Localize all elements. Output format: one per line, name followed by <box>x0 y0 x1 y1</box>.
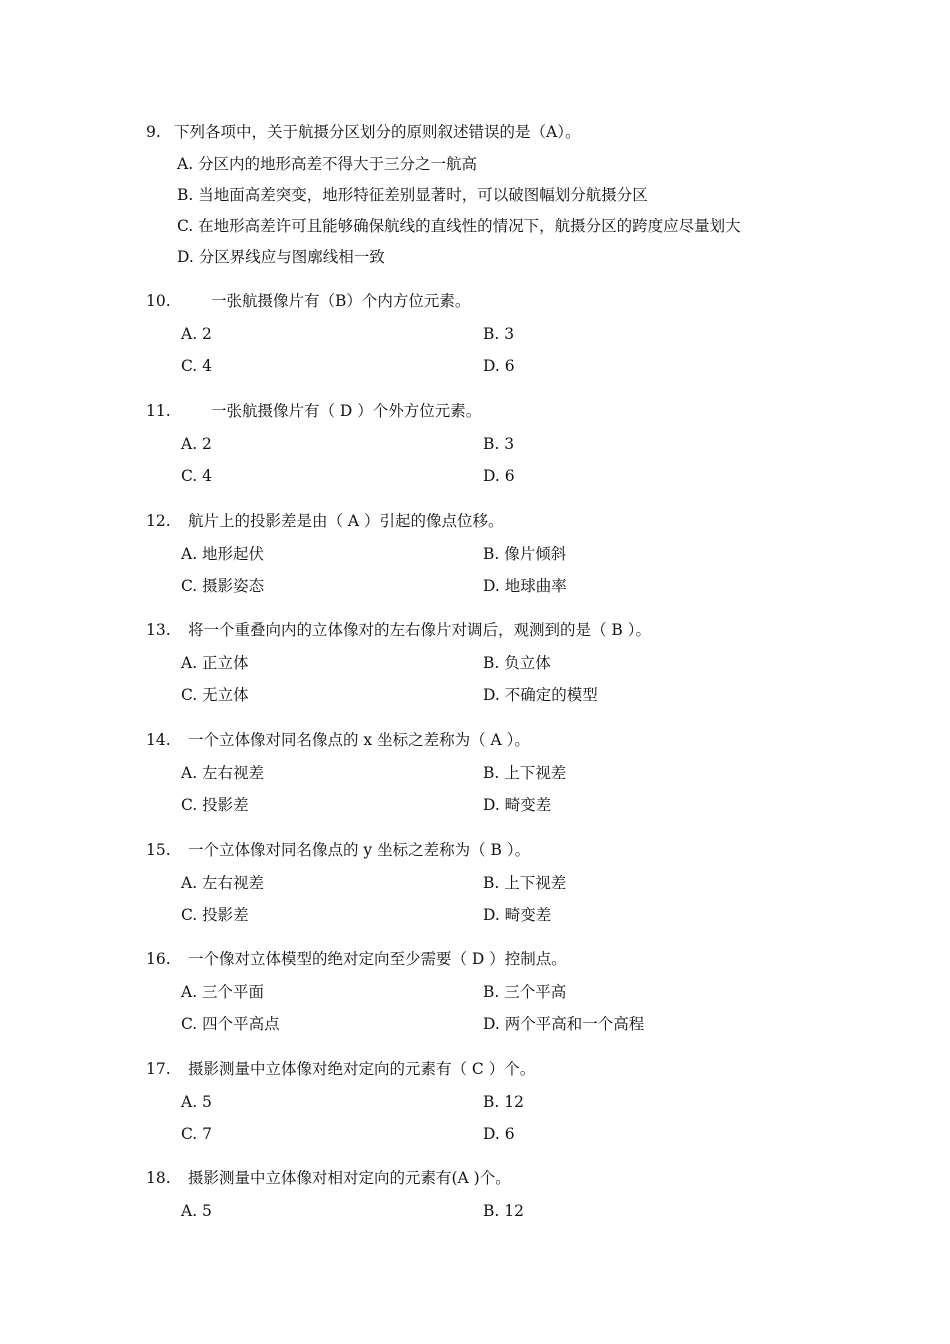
question-number: 13. <box>146 621 171 639</box>
option-b: B. 12 <box>483 1202 524 1220</box>
option-b: B. 3 <box>483 325 515 343</box>
question-number: 18. <box>146 1169 171 1187</box>
option-c: C. 摄影姿态 <box>181 577 265 595</box>
option-a: A. 5 <box>181 1202 212 1220</box>
question-text: 摄影测量中立体像对绝对定向的元素有（ C ）个。 <box>188 1060 536 1078</box>
question-number: 17. <box>146 1060 171 1078</box>
option-c: C. 四个平高点 <box>181 1015 280 1033</box>
option-c: C. 在地形高差许可且能够确保航线的直线性的情况下，航摄分区的跨度应尽量划大 <box>177 217 741 235</box>
option-a: A. 左右视差 <box>181 764 265 782</box>
question-number: 14. <box>146 731 171 749</box>
option-d: D. 6 <box>483 1125 515 1143</box>
option-d: D. 畸变差 <box>483 906 552 924</box>
option-b: B. 负立体 <box>483 654 551 672</box>
option-d: D. 不确定的模型 <box>483 686 598 704</box>
option-d: D. 分区界线应与图廓线相一致 <box>177 248 385 266</box>
question-stem <box>146 1059 535 1079</box>
option-a: A. 正立体 <box>181 654 249 672</box>
option-a: A. 左右视差 <box>181 874 265 892</box>
option-d: D. 畸变差 <box>483 796 552 814</box>
question-stem <box>146 730 530 750</box>
option-c: C. 投影差 <box>181 906 249 924</box>
question-text: 一个立体像对同名像点的 y 坐标之差称为（ B ）。 <box>188 841 531 859</box>
question-stem <box>146 122 580 142</box>
option-b: B. 上下视差 <box>483 764 567 782</box>
question-number: 16. <box>146 950 171 968</box>
question-stem <box>146 511 504 531</box>
option-b: B. 像片倾斜 <box>483 545 567 563</box>
question-number: 10. <box>146 292 171 310</box>
option-b: B. 上下视差 <box>483 874 567 892</box>
option-a: A. 5 <box>181 1093 212 1111</box>
question-text: 一个立体像对同名像点的 x 坐标之差称为（ A ）。 <box>188 731 530 749</box>
option-d: D. 地球曲率 <box>483 577 567 595</box>
option-d: D. 6 <box>483 467 515 485</box>
question-stem <box>146 840 530 860</box>
question-text: 一张航摄像片有（B）个内方位元素。 <box>211 292 471 310</box>
option-b: B. 当地面高差突变，地形特征差别显著时，可以破图幅划分航摄分区 <box>177 186 648 204</box>
question-stem <box>146 949 567 969</box>
question-stem <box>146 291 470 311</box>
question-stem <box>146 1168 511 1188</box>
question-stem <box>146 401 481 421</box>
option-a: A. 三个平面 <box>181 983 265 1001</box>
option-b: B. 12 <box>483 1093 524 1111</box>
question-text: 下列各项中，关于航摄分区划分的原则叙述错误的是（A）。 <box>174 123 581 141</box>
option-b: B. 3 <box>483 435 515 453</box>
question-text: 一个像对立体模型的绝对定向至少需要（ D ）控制点。 <box>188 950 567 968</box>
option-d: D. 两个平高和一个高程 <box>483 1015 645 1033</box>
option-a: A. 2 <box>181 435 212 453</box>
question-number: 12. <box>146 512 171 530</box>
question-number: 11. <box>146 402 171 420</box>
option-a: A. 地形起伏 <box>181 545 265 563</box>
option-c: C. 无立体 <box>181 686 249 704</box>
option-d: D. 6 <box>483 357 515 375</box>
question-text: 摄影测量中立体像对相对定向的元素有(A )个。 <box>188 1169 511 1187</box>
option-a: A. 2 <box>181 325 212 343</box>
question-text: 航片上的投影差是由（ A ）引起的像点位移。 <box>188 512 504 530</box>
option-c: C. 4 <box>181 467 213 485</box>
option-a: A. 分区内的地形高差不得大于三分之一航高 <box>177 155 478 173</box>
question-text: 将一个重叠向内的立体像对的左右像片对调后，观测到的是（ B ）。 <box>188 621 651 639</box>
option-c: C. 4 <box>181 357 213 375</box>
question-stem <box>146 620 651 640</box>
question-number: 9. <box>146 123 161 141</box>
option-b: B. 三个平高 <box>483 983 567 1001</box>
option-c: C. 7 <box>181 1125 213 1143</box>
question-text: 一张航摄像片有（ D ）个外方位元素。 <box>211 402 482 420</box>
option-c: C. 投影差 <box>181 796 249 814</box>
question-number: 15. <box>146 841 171 859</box>
